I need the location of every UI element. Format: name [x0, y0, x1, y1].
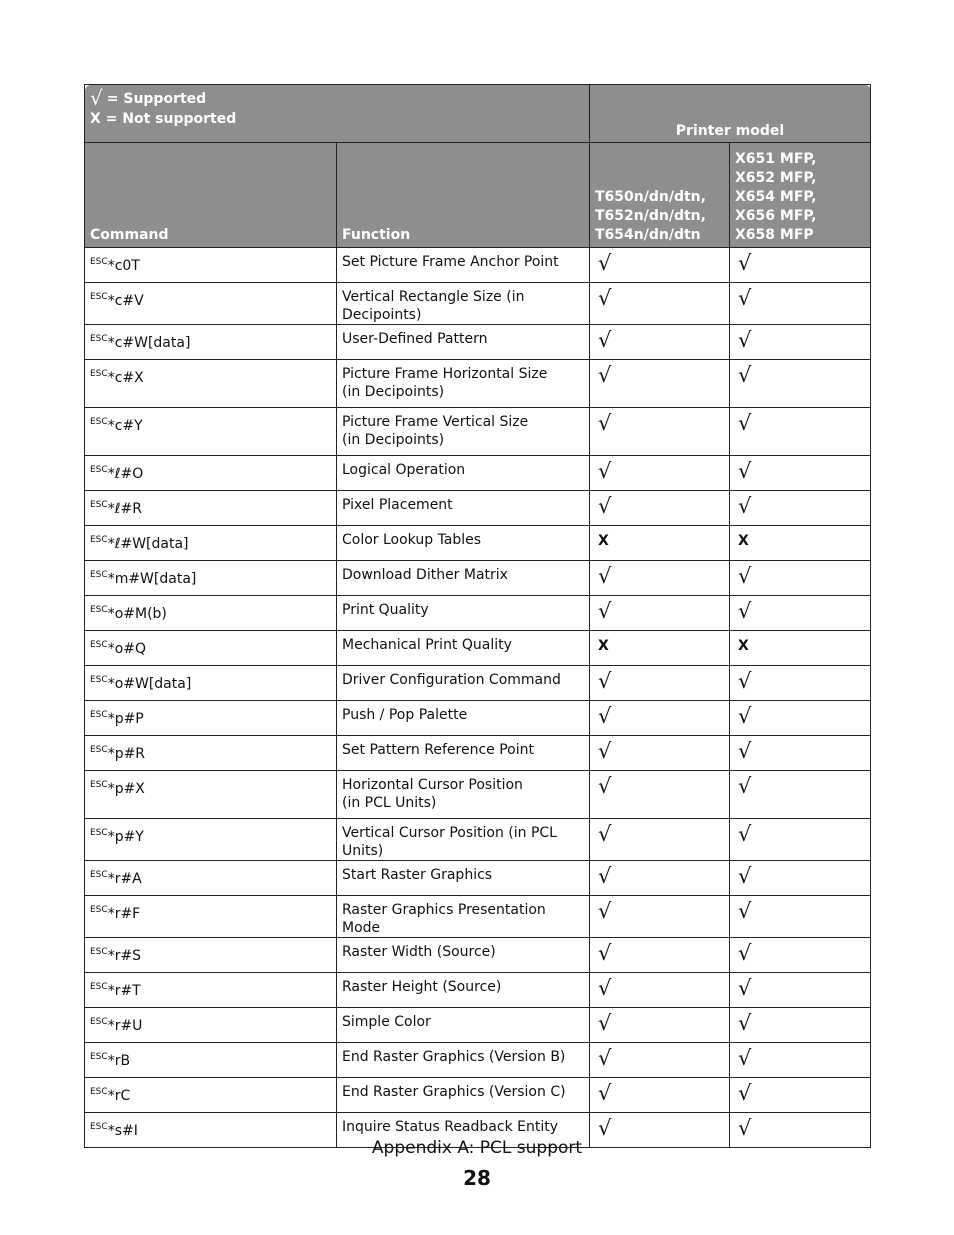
esc-prefix: ESC — [90, 257, 108, 267]
support-x-cell — [730, 819, 871, 861]
table-row — [85, 771, 871, 819]
support-t-cell — [590, 973, 730, 1008]
x-mark-icon: X — [598, 638, 609, 654]
table-row — [85, 596, 871, 631]
command-text: *m#W[data] — [107, 571, 197, 587]
legend-cell — [85, 85, 590, 143]
support-t-cell — [590, 861, 730, 896]
x-mark-icon: X — [738, 533, 749, 549]
checkmark-icon: √ — [598, 941, 612, 965]
support-x-cell — [730, 1008, 871, 1043]
table-row — [85, 408, 871, 456]
function-cell — [337, 896, 590, 938]
table-row — [85, 973, 871, 1008]
support-t-cell — [590, 491, 730, 526]
checkmark-icon: √ — [598, 363, 612, 387]
function-cell — [337, 325, 590, 360]
support-t-cell — [590, 248, 730, 283]
support-x-cell — [730, 360, 871, 408]
checkmark-icon: √ — [738, 286, 752, 310]
support-x-cell — [730, 561, 871, 596]
checkmark-icon: √ — [738, 251, 752, 275]
table-row — [85, 1008, 871, 1043]
function-text: Color Lookup Tables — [342, 532, 482, 548]
table-row — [85, 325, 871, 360]
support-t-cell — [590, 819, 730, 861]
checkmark-icon: √ — [598, 899, 612, 923]
support-t-cell — [590, 666, 730, 701]
function-cell — [337, 526, 590, 561]
function-text: Picture Frame Vertical Size — [342, 414, 529, 430]
function-text: (in Decipoints) — [342, 432, 445, 448]
table-row — [85, 283, 871, 325]
table-row — [85, 561, 871, 596]
command-text: *c#V — [107, 293, 144, 309]
esc-prefix: ESC — [90, 535, 108, 545]
function-text: Print Quality — [342, 602, 429, 618]
checkmark-icon: √ — [738, 1116, 752, 1140]
function-cell — [337, 1008, 590, 1043]
esc-prefix: ESC — [90, 1122, 108, 1132]
model-x-line: X656 MFP, — [735, 208, 817, 224]
command-cell — [85, 701, 337, 736]
esc-prefix: ESC — [90, 369, 108, 379]
function-cell — [337, 408, 590, 456]
checkmark-icon: √ — [738, 363, 752, 387]
command-cell — [85, 896, 337, 938]
table-row — [85, 526, 871, 561]
support-t-cell — [590, 736, 730, 771]
function-text: Mechanical Print Quality — [342, 637, 512, 653]
table-row — [85, 861, 871, 896]
function-text: Driver Configuration Command — [342, 672, 561, 688]
command-cell — [85, 861, 337, 896]
function-text: Simple Color — [342, 1014, 431, 1030]
function-text: Raster Width (Source) — [342, 944, 496, 960]
function-cell — [337, 360, 590, 408]
command-text: *c#X — [107, 370, 144, 386]
support-t-cell — [590, 1008, 730, 1043]
checkmark-icon: √ — [738, 1011, 752, 1035]
function-cell — [337, 736, 590, 771]
model-x-header — [730, 143, 871, 248]
checkmark-icon: √ — [738, 704, 752, 728]
command-cell — [85, 408, 337, 456]
command-cell — [85, 456, 337, 491]
support-x-cell — [730, 248, 871, 283]
checkmark-icon: √ — [598, 1081, 612, 1105]
command-cell — [85, 283, 337, 325]
command-cell — [85, 360, 337, 408]
support-x-cell — [730, 526, 871, 561]
checkmark-icon: √ — [598, 564, 612, 588]
function-text: Raster Height (Source) — [342, 979, 502, 995]
command-text: *r#F — [107, 906, 141, 922]
function-text: Horizontal Cursor Position — [342, 777, 523, 793]
table-row — [85, 456, 871, 491]
command-cell — [85, 596, 337, 631]
table-row — [85, 819, 871, 861]
model-x-line: X652 MFP, — [735, 170, 817, 186]
checkmark-icon: √ — [598, 976, 612, 1000]
function-cell — [337, 491, 590, 526]
command-text: *s#I — [107, 1123, 138, 1139]
table-row — [85, 1078, 871, 1113]
model-t-header — [590, 143, 730, 248]
checkmark-icon: √ — [598, 599, 612, 623]
table-row — [85, 938, 871, 973]
command-text: *c0T — [107, 258, 140, 274]
checkmark-icon: √ — [738, 328, 752, 352]
model-x-line: X658 MFP — [735, 227, 814, 243]
function-cell — [337, 938, 590, 973]
function-text: (in PCL Units) — [342, 795, 437, 811]
checkmark-icon: √ — [598, 739, 612, 763]
function-text: Download Dither Matrix — [342, 567, 508, 583]
command-text: *rC — [107, 1088, 131, 1104]
command-text: *ℓ#W[data] — [107, 536, 189, 552]
command-cell — [85, 1043, 337, 1078]
checkmark-icon: √ — [598, 251, 612, 275]
function-cell — [337, 631, 590, 666]
table-row — [85, 248, 871, 283]
table-row — [85, 1043, 871, 1078]
checkmark-icon: √ — [738, 459, 752, 483]
support-x-cell — [730, 861, 871, 896]
support-x-cell — [730, 666, 871, 701]
command-cell — [85, 819, 337, 861]
command-text: *p#P — [107, 711, 144, 727]
esc-prefix: ESC — [90, 1087, 108, 1097]
support-t-cell — [590, 938, 730, 973]
command-text: *p#Y — [107, 829, 144, 845]
model-x-line: X651 MFP, — [735, 151, 817, 167]
support-t-cell — [590, 526, 730, 561]
function-text: User-Defined Pattern — [342, 331, 488, 347]
command-text: *r#S — [107, 948, 142, 964]
support-x-cell — [730, 938, 871, 973]
legend-supported: = Supported — [106, 91, 207, 107]
esc-prefix: ESC — [90, 334, 108, 344]
checkmark-icon: √ — [738, 941, 752, 965]
support-t-cell — [590, 1078, 730, 1113]
function-cell — [337, 1078, 590, 1113]
printer-model-header — [590, 85, 871, 143]
command-text: *o#M(b) — [107, 606, 167, 622]
command-cell — [85, 1008, 337, 1043]
function-text: Raster Graphics Presentation Mode — [342, 902, 546, 936]
table-row — [85, 896, 871, 938]
support-t-cell — [590, 771, 730, 819]
esc-prefix: ESC — [90, 500, 108, 510]
function-text: Vertical Rectangle Size (in Decipoints) — [342, 289, 525, 323]
function-text: Push / Pop Palette — [342, 707, 468, 723]
model-t-line: T654n/dn/dtn — [595, 227, 701, 243]
command-cell — [85, 1078, 337, 1113]
table-row — [85, 701, 871, 736]
pcl-support-table — [84, 84, 871, 1148]
command-text: *p#X — [107, 781, 145, 797]
printer-model-label: Printer model — [675, 123, 785, 139]
support-x-cell — [730, 456, 871, 491]
support-t-cell — [590, 456, 730, 491]
table-row — [85, 666, 871, 701]
function-cell — [337, 283, 590, 325]
checkmark-icon: √ — [598, 411, 612, 435]
support-t-cell — [590, 701, 730, 736]
checkmark-icon: √ — [598, 1046, 612, 1070]
legend-row — [85, 85, 871, 143]
command-text: *r#T — [107, 983, 141, 999]
x-mark-icon: X — [598, 533, 609, 549]
function-text: Vertical Cursor Position (in PCL Units) — [342, 825, 557, 859]
checkmark-icon: √ — [738, 494, 752, 518]
support-x-cell — [730, 1078, 871, 1113]
checkmark-icon: √ — [90, 86, 103, 110]
command-text: *o#W[data] — [107, 676, 192, 692]
command-text: *c#Y — [107, 418, 143, 434]
support-t-cell — [590, 283, 730, 325]
support-t-cell — [590, 631, 730, 666]
checkmark-icon: √ — [738, 669, 752, 693]
command-cell — [85, 491, 337, 526]
checkmark-icon: √ — [598, 494, 612, 518]
esc-prefix: ESC — [90, 465, 108, 475]
command-header: Command — [85, 143, 337, 248]
model-t-line: T652n/dn/dtn, — [595, 208, 706, 224]
model-x-line: X654 MFP, — [735, 189, 817, 205]
command-text: *p#R — [107, 746, 146, 762]
support-t-cell — [590, 360, 730, 408]
function-text: Start Raster Graphics — [342, 867, 493, 883]
esc-prefix: ESC — [90, 417, 108, 427]
esc-prefix: ESC — [90, 640, 108, 650]
table-row — [85, 491, 871, 526]
esc-prefix: ESC — [90, 828, 108, 838]
function-cell — [337, 771, 590, 819]
table-row — [85, 736, 871, 771]
command-cell — [85, 973, 337, 1008]
checkmark-icon: √ — [598, 704, 612, 728]
checkmark-icon: √ — [598, 822, 612, 846]
command-text: *ℓ#O — [107, 466, 144, 482]
support-x-cell — [730, 896, 871, 938]
checkmark-icon: √ — [598, 669, 612, 693]
command-text: *r#U — [107, 1018, 143, 1034]
support-t-cell — [590, 896, 730, 938]
function-text: Pixel Placement — [342, 497, 453, 513]
function-cell — [337, 973, 590, 1008]
function-text: Set Picture Frame Anchor Point — [342, 254, 559, 270]
support-x-cell — [730, 1043, 871, 1078]
command-text: *r#A — [107, 871, 142, 887]
support-x-cell — [730, 325, 871, 360]
checkmark-icon: √ — [738, 599, 752, 623]
esc-prefix: ESC — [90, 780, 108, 790]
esc-prefix: ESC — [90, 1052, 108, 1062]
checkmark-icon: √ — [738, 1046, 752, 1070]
esc-prefix: ESC — [90, 605, 108, 615]
footer-title: Appendix A: PCL support — [371, 1138, 583, 1158]
checkmark-icon: √ — [738, 1081, 752, 1105]
command-text: *ℓ#R — [107, 501, 142, 517]
command-text: *o#Q — [107, 641, 147, 657]
function-header: Function — [337, 143, 590, 248]
function-cell — [337, 1043, 590, 1078]
support-t-cell — [590, 408, 730, 456]
checkmark-icon: √ — [598, 774, 612, 798]
function-cell — [337, 701, 590, 736]
model-t-line: T650n/dn/dtn, — [595, 189, 706, 205]
x-mark-icon: X — [738, 638, 749, 654]
support-t-cell — [590, 325, 730, 360]
function-text: Set Pattern Reference Point — [342, 742, 534, 758]
command-cell — [85, 248, 337, 283]
support-x-cell — [730, 596, 871, 631]
esc-prefix: ESC — [90, 947, 108, 957]
page-number: 28 — [463, 1166, 491, 1190]
command-cell — [85, 325, 337, 360]
column-header-row — [85, 143, 871, 248]
support-x-cell — [730, 736, 871, 771]
command-cell — [85, 561, 337, 596]
support-t-cell — [590, 1043, 730, 1078]
support-x-cell — [730, 491, 871, 526]
support-x-cell — [730, 771, 871, 819]
function-cell — [337, 456, 590, 491]
command-cell — [85, 736, 337, 771]
esc-prefix: ESC — [90, 292, 108, 302]
esc-prefix: ESC — [90, 745, 108, 755]
checkmark-icon: √ — [738, 739, 752, 763]
support-t-cell — [590, 561, 730, 596]
support-x-cell — [730, 701, 871, 736]
command-cell — [85, 771, 337, 819]
command-text: *rB — [107, 1053, 131, 1069]
function-text: Logical Operation — [342, 462, 466, 478]
legend-not-supported: X = Not supported — [90, 111, 237, 127]
checkmark-icon: √ — [738, 822, 752, 846]
esc-prefix: ESC — [90, 710, 108, 720]
checkmark-icon: √ — [738, 864, 752, 888]
checkmark-icon: √ — [738, 899, 752, 923]
support-x-cell — [730, 408, 871, 456]
function-cell — [337, 596, 590, 631]
support-x-cell — [730, 973, 871, 1008]
function-text: Picture Frame Horizontal Size — [342, 366, 548, 382]
table-row — [85, 631, 871, 666]
esc-prefix: ESC — [90, 982, 108, 992]
function-cell — [337, 819, 590, 861]
esc-prefix: ESC — [90, 905, 108, 915]
support-x-cell — [730, 631, 871, 666]
checkmark-icon: √ — [738, 411, 752, 435]
function-cell — [337, 561, 590, 596]
command-cell — [85, 631, 337, 666]
table-row — [85, 360, 871, 408]
function-text: End Raster Graphics (Version C) — [342, 1084, 566, 1100]
function-cell — [337, 666, 590, 701]
command-cell — [85, 666, 337, 701]
support-x-cell — [730, 283, 871, 325]
support-t-cell — [590, 596, 730, 631]
function-text: Inquire Status Readback Entity — [342, 1119, 558, 1135]
checkmark-icon: √ — [598, 1116, 612, 1140]
command-cell — [85, 526, 337, 561]
esc-prefix: ESC — [90, 675, 108, 685]
checkmark-icon: √ — [738, 976, 752, 1000]
function-cell — [337, 861, 590, 896]
checkmark-icon: √ — [598, 328, 612, 352]
checkmark-icon: √ — [598, 459, 612, 483]
checkmark-icon: √ — [738, 774, 752, 798]
checkmark-icon: √ — [598, 864, 612, 888]
function-cell — [337, 248, 590, 283]
function-text: End Raster Graphics (Version B) — [342, 1049, 566, 1065]
command-cell — [85, 938, 337, 973]
command-text: *c#W[data] — [107, 335, 191, 351]
checkmark-icon: √ — [598, 286, 612, 310]
checkmark-icon: √ — [738, 564, 752, 588]
esc-prefix: ESC — [90, 870, 108, 880]
esc-prefix: ESC — [90, 1017, 108, 1027]
esc-prefix: ESC — [90, 570, 108, 580]
checkmark-icon: √ — [598, 1011, 612, 1035]
function-text: (in Decipoints) — [342, 384, 445, 400]
